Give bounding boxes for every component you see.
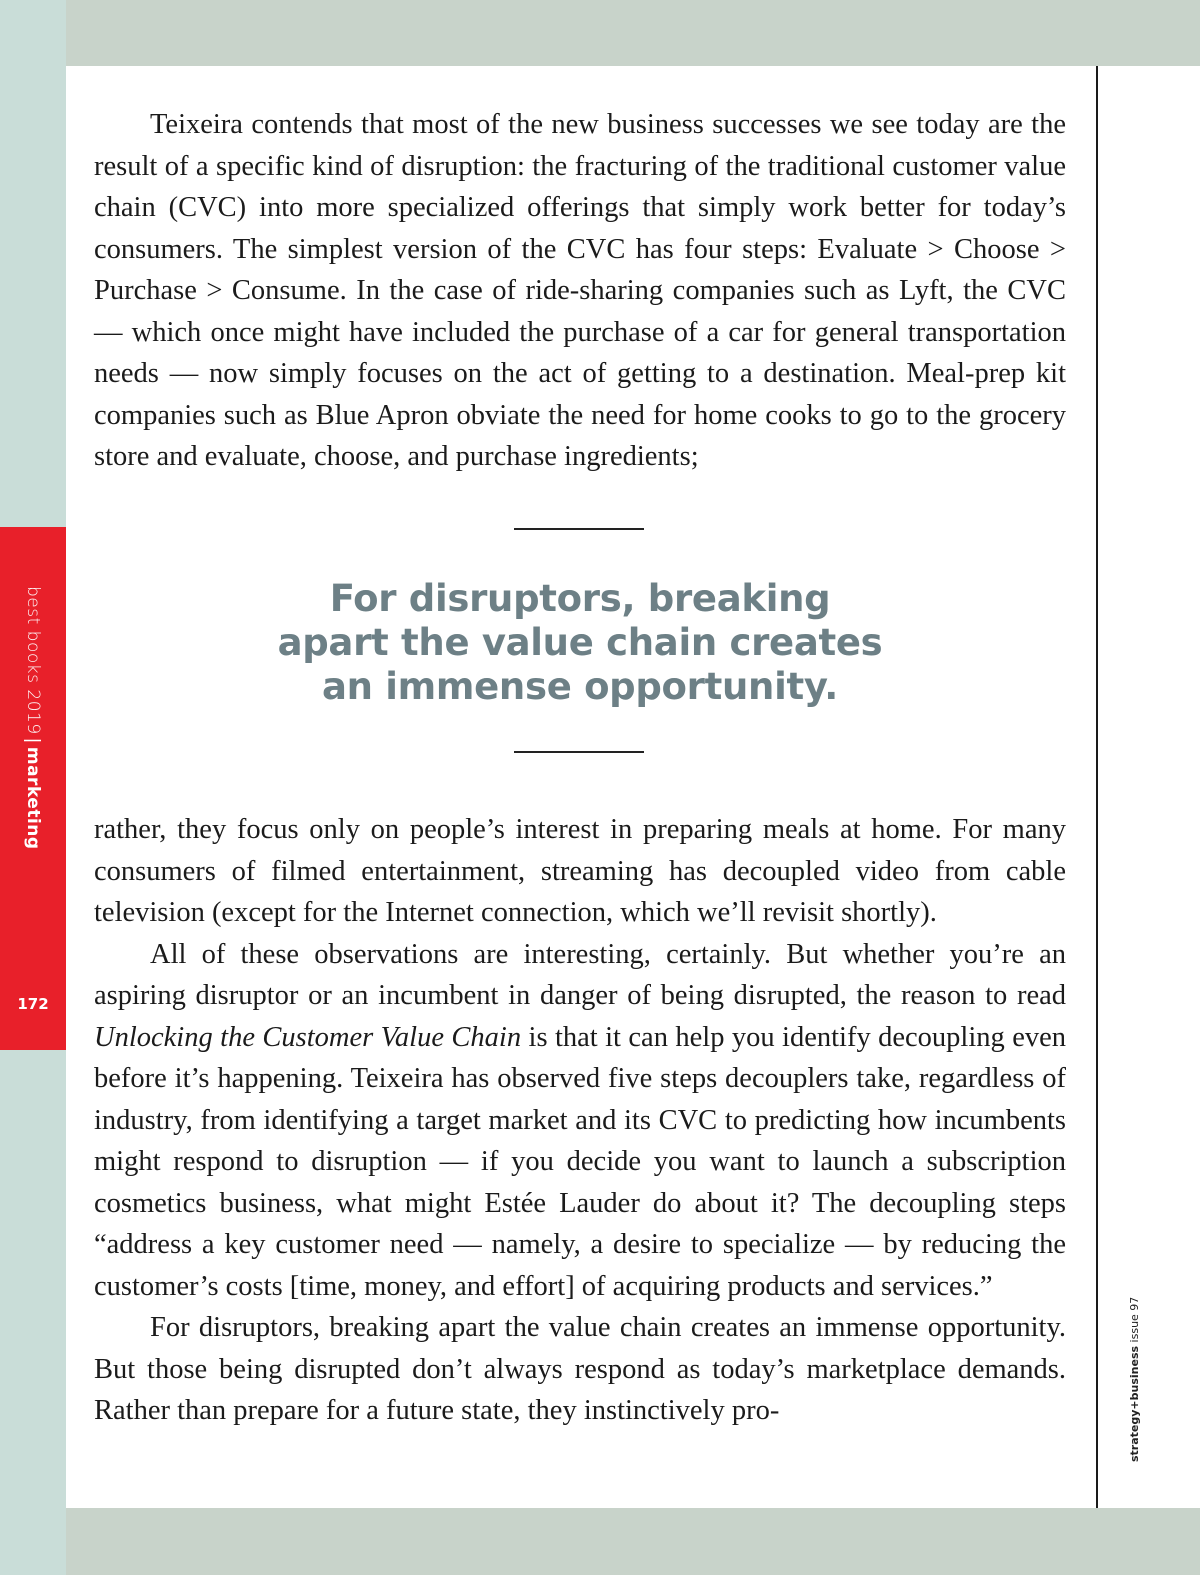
pull-quote-line: For disruptors, breaking (329, 577, 831, 620)
paragraph-continuation: rather, they focus only on people’s interest in preparing meals at home. For many consumers of filmed entertainment, streaming has decoupled video from cable television (except for the Internet connection, which we’ll revisit shortly). (94, 814, 1066, 928)
section-tab-label (23, 586, 43, 850)
paragraph (94, 934, 1066, 1308)
pull-quote-line: an immense opportunity. (321, 665, 839, 708)
section-name-light: best books 2019 (23, 586, 43, 735)
publication-name: strategy+business (1128, 1345, 1141, 1462)
issue-number: issue 97 (1128, 1296, 1141, 1343)
section-name-bold: marketing (23, 746, 43, 850)
book-title: Unlocking the Customer Value Chain (94, 1021, 522, 1053)
section-separator: | (23, 737, 43, 744)
article-text-top (94, 104, 1066, 478)
article-text-bottom (94, 809, 1066, 1432)
page-number: 172 (17, 995, 49, 1013)
pull-quote (230, 577, 930, 709)
paragraph: Teixeira contends that most of the new business successes we see today are the result of a specific kind of disruption: the fracturing of the traditional customer value chain (CVC) into more specialized offerings that simply work better for today’s consumers. The simplest version of the CVC has four steps: Evaluate > Choose > Purchase > Consume. In the case of ride-sharing companies such as Lyft, the CVC — which once might have included the purchase of a car for general transportation needs — now simply focuses on the act of getting to a destination. Meal-prep kit companies such as Blue Apron obviate the need for home cooks to go to the grocery store and evaluate, choose, and purchase ingredients; (94, 109, 1066, 472)
publication-label (1128, 1297, 1141, 1462)
paragraph-text: is that it can help you identify decoupling even before it’s happening. Teixeira has observed five steps decouplers take, regardless of industry, from identifying a target market and its CVC to predicting how incumbents might respond to disruption — if you decide you want to launch a subscription cosmetics business, what might Estée Lauder do about it? The decoupling steps “address a key customer need — namely, a desire to specialize — by reducing the customer’s costs [time, money, and effort] of acquiring products and services.” (94, 1021, 1066, 1302)
right-vertical-rule (1096, 66, 1098, 1508)
paragraph: For disruptors, breaking apart the value chain creates an immense opportunity. But those being disrupted don’t always respond as today’s marketplace demands. Rather than prepare for a future state, they instinctively pro- (94, 1312, 1066, 1426)
paragraph-text: All of these observations are interesting, certainly. But whether you’re an aspiring disruptor or an incumbent in danger of being disrupted, the reason to read (94, 938, 1066, 1011)
corner-accent (0, 0, 66, 66)
pull-quote-line: apart the value chain creates (277, 621, 883, 664)
pullquote-rule-bottom (514, 751, 644, 753)
pullquote-rule-top (514, 528, 644, 530)
